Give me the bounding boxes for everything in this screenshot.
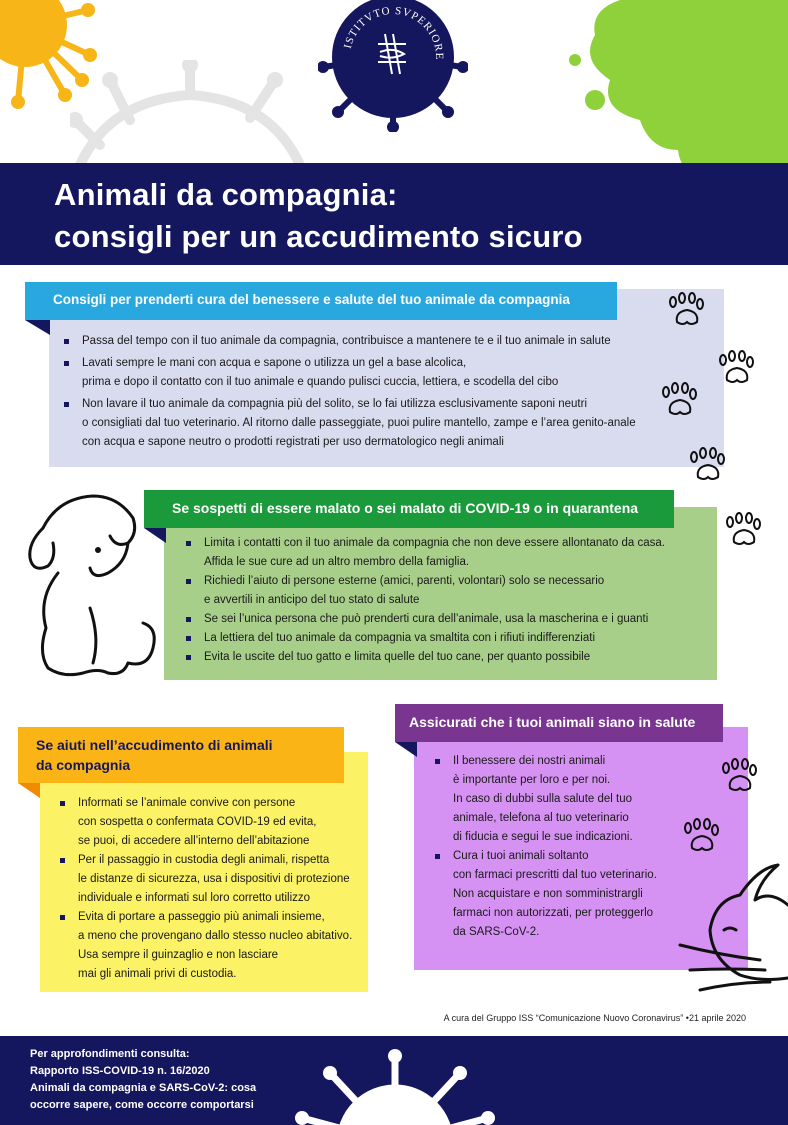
section-covid-list [184, 534, 665, 667]
list-item: Cura i tuoi animali soltanto con farmaci prescritti dal tuo veterinario. Non acquistare e non somministrargli farmaci non autorizzati, per proteggerlo da SARS-CoV-2. [433, 847, 657, 942]
section-covid-heading: Se sospetti di essere malato o sei malato di COVID-19 o in quarantena [144, 490, 674, 528]
section-wellbeing-heading: Consigli per prenderti cura del benessere e salute del tuo animale da compagnia [25, 282, 617, 320]
section-caregiver-list [58, 794, 352, 984]
grey-virus-decoration [70, 60, 310, 165]
tab-fold [25, 320, 50, 335]
paw-print-icon [686, 447, 730, 485]
paw-print-icon [658, 382, 702, 420]
footer-report-link[interactable]: Rapporto ISS-COVID-19 n. 16/2020 [30, 1065, 210, 1077]
tab-fold [395, 742, 417, 757]
list-item: Informati se l’animale convive con persone con sospetta o confermata COVID-19 ed evita, se puoi, di accedere all’interno dell’abitazione [58, 794, 352, 851]
footer-band [0, 1036, 788, 1125]
credit-line: A cura del Gruppo ISS “Comunicazione Nuovo Coronavirus” •21 aprile 2020 [443, 1013, 746, 1023]
page-title-line-2: consigli per un accudimento sicuro [54, 219, 583, 254]
title-band [0, 163, 788, 265]
paw-print-icon [718, 758, 762, 796]
section-caregiver-heading-line-1: Se aiuti nell’accudimento di animali [36, 737, 273, 753]
paw-print-icon [665, 292, 709, 330]
footer-line-3: Animali da compagnia e SARS-CoV-2: cosa [30, 1082, 257, 1094]
paw-print-icon [722, 512, 766, 550]
section-caregiver-heading-line-2: da compagnia [36, 757, 131, 773]
list-item: La lettiera del tuo animale da compagnia va smaltita con i rifiuti indifferenziati [184, 629, 665, 648]
cat-illustration [620, 860, 788, 1000]
list-item: Lavati sempre le mani con acqua e sapone o utilizza un gel a base alcolica, prima e dopo il contatto con il tuo animale e quando pulisci cuccia, lettiera, e scodella del cibo [62, 354, 636, 392]
list-item: Non lavare il tuo animale da compagnia più del solito, se lo fai utilizza esclusivamente saponi neutri o consigliati dal tuo veterinario. Al ritorno dalle passeggiate, puoi pulire mantello, zampe e l’area genito-anale con acqua e sapone neutro o prodotti registrati per uso dermatologico negli animali [62, 395, 636, 452]
section-caregiver-heading [18, 727, 344, 783]
page-title-line-1: Animali da compagnia: [54, 177, 398, 212]
list-item: Richiedi l’aiuto di persone esterne (amici, parenti, volontari) solo se necessario e avvertili in anticipo del tuo stato di salute [184, 572, 665, 610]
section-health-heading: Assicurati che i tuoi animali siano in salute [395, 704, 723, 742]
dog-illustration [18, 488, 168, 688]
iss-logo [318, 0, 468, 132]
white-virus-decoration [290, 1048, 500, 1125]
paw-print-icon [715, 350, 759, 388]
list-item: Evita le uscite del tuo gatto e limita quelle del tuo cane, per quanto possibile [184, 648, 665, 667]
list-item: Limita i contatti con il tuo animale da compagnia che non deve essere allontanato da casa. Affida le sue cure ad un altro membro della famiglia. [184, 534, 665, 572]
logo-text: ISTITVTO SVPERIORE [341, 4, 446, 61]
list-item: Passa del tempo con il tuo animale da compagnia, contribuisce a mantenere te e il tuo animale in salute [62, 332, 636, 351]
list-item: Se sei l’unica persona che può prenderti cura dell’animale, usa la mascherina e i guanti [184, 610, 665, 629]
footer-line-1: Per approfondimenti consulta: [30, 1048, 190, 1060]
paw-print-icon [680, 818, 724, 856]
footer-line-4: occorre sapere, come occorre comportarsi [30, 1099, 254, 1111]
list-item: Per il passaggio in custodia degli animali, rispetta le distanze di sicurezza, usa i dispositivi di protezione individuale e informati sul loro corretto utilizzo [58, 851, 352, 908]
list-item: Il benessere dei nostri animali è importante per loro e per noi. In caso di dubbi sulla salute del tuo animale, telefona al tuo veterinario di fiducia e segui le sue indicazioni. [433, 752, 657, 847]
section-wellbeing-list [62, 332, 636, 452]
list-item: Evita di portare a passeggio più animali insieme, a meno che provengano dallo stesso nucleo abitativo. Usa sempre il guinzaglio e non lasciare mai gli animali privi di custodia. [58, 908, 352, 984]
tab-fold [18, 783, 40, 798]
